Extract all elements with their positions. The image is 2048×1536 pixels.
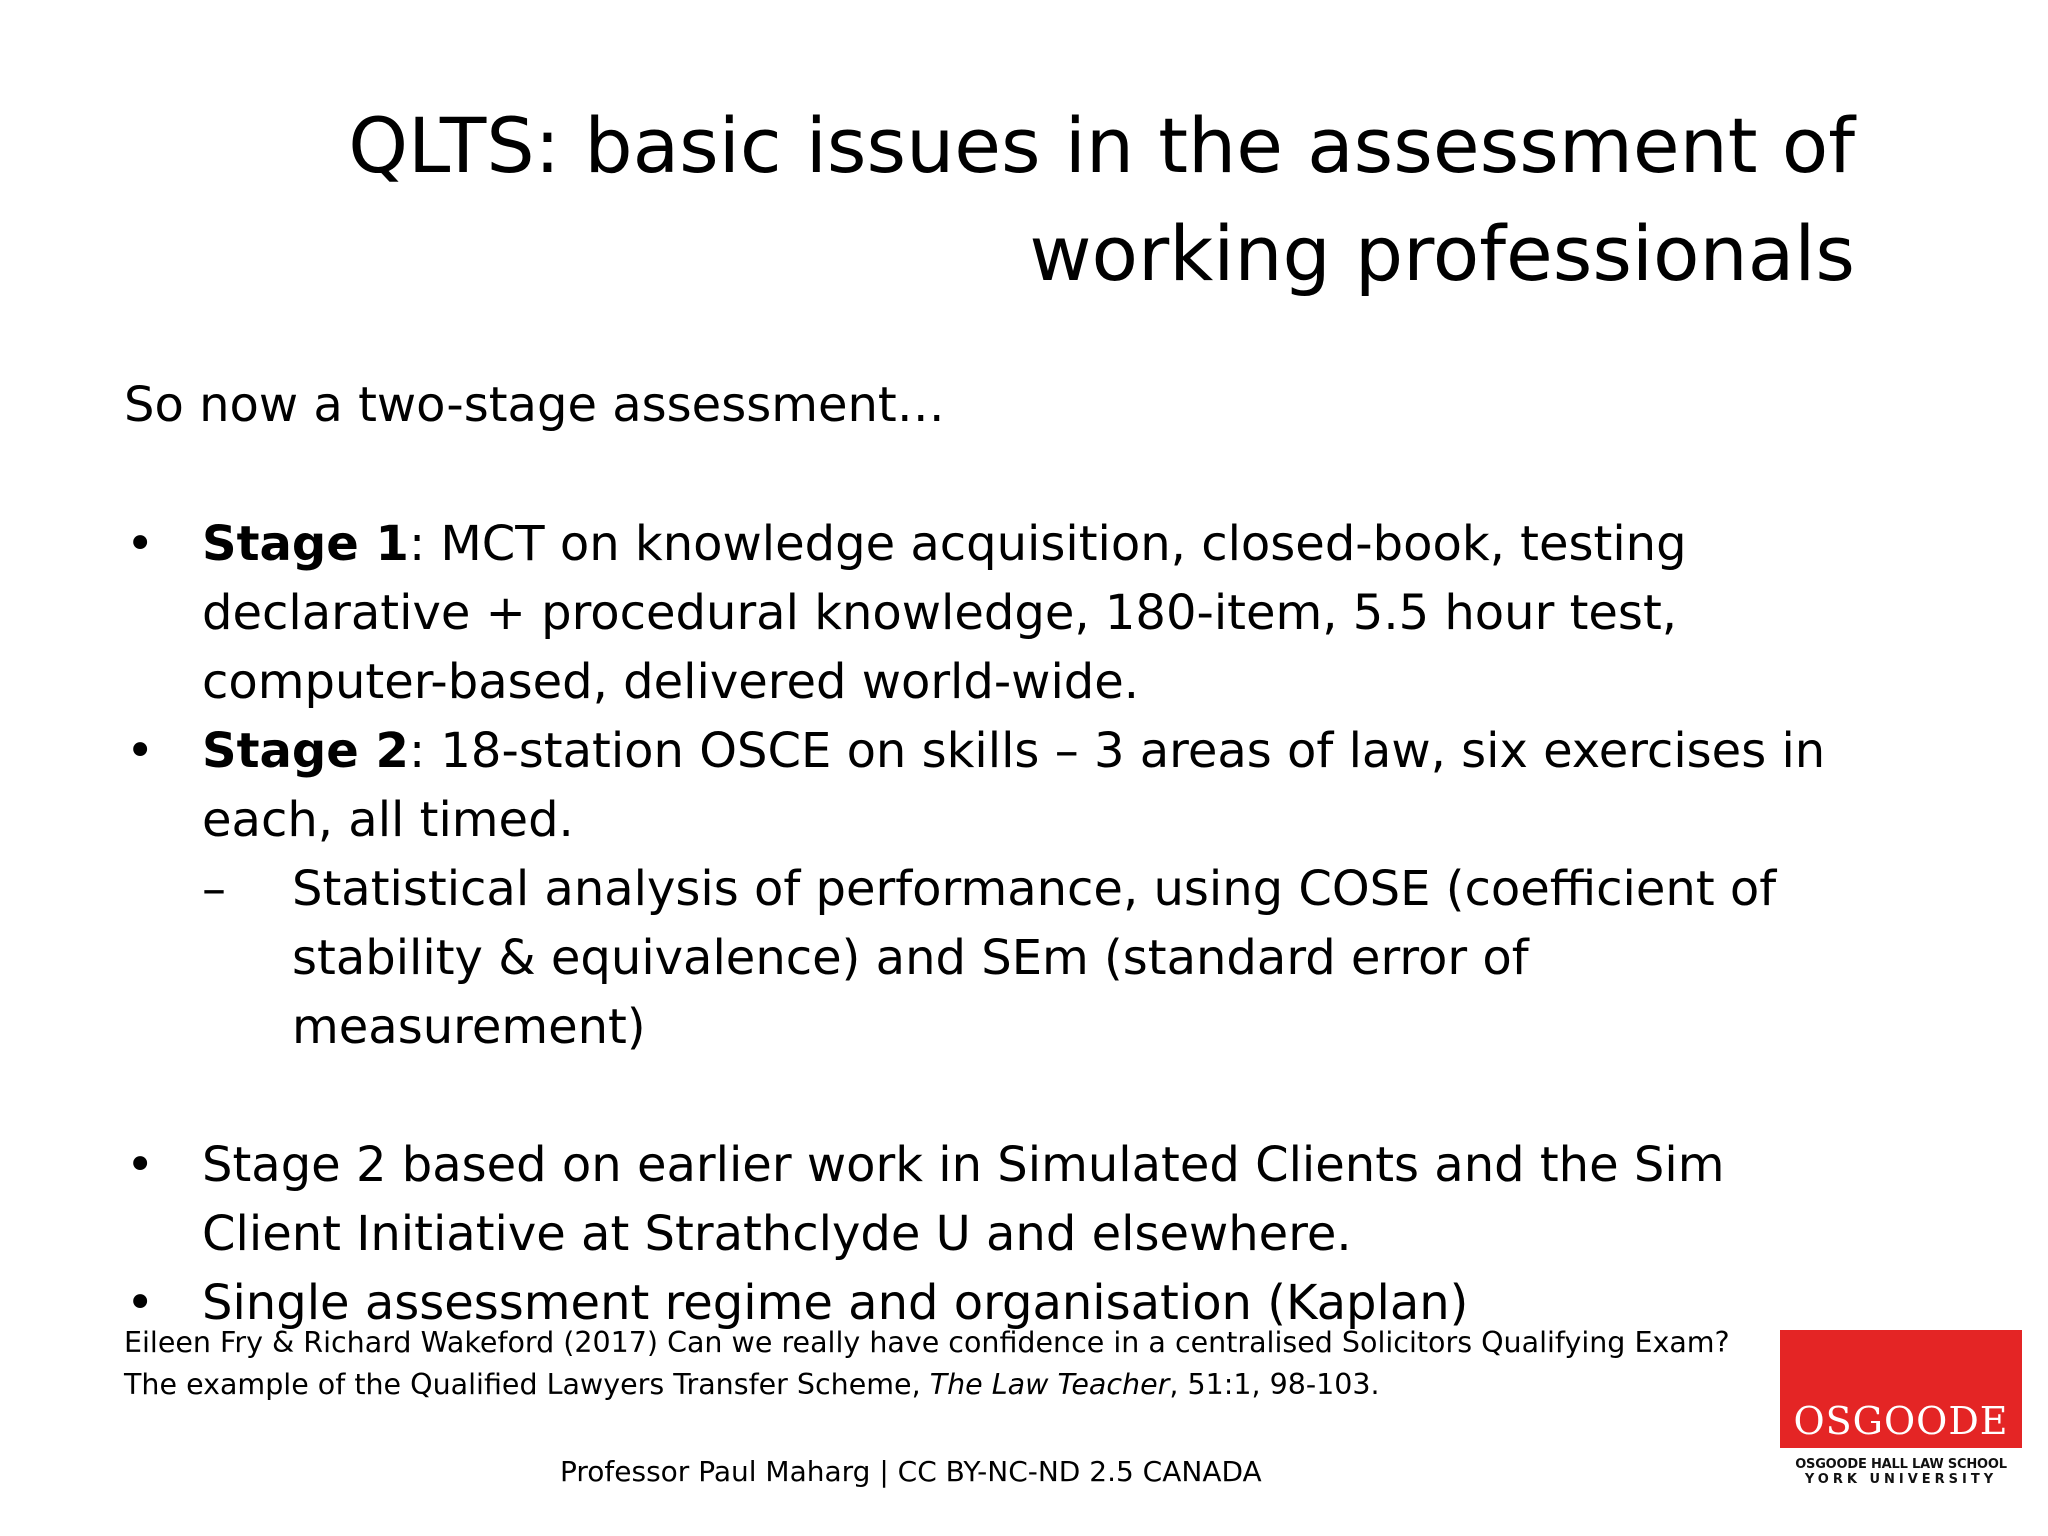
- citation: [124, 1322, 1764, 1406]
- dash-icon: –: [202, 861, 226, 917]
- intro-text: So now a two-stage assessment…: [124, 377, 945, 433]
- bullet-item-stage-1: [124, 510, 1864, 717]
- logo-wordmark: OSGOODE: [1793, 1399, 2009, 1443]
- bullet-icon: •: [126, 1275, 155, 1331]
- osgoode-logo: [1780, 1330, 2022, 1490]
- sub-bullet-text: Statistical analysis of performance, using COSE (coefficient of stability & equivalence) and SEm (standard error of measurement): [292, 861, 1777, 1055]
- slide-title-line-1: QLTS: basic issues in the assessment of: [348, 101, 1855, 190]
- bullet-icon: •: [126, 516, 155, 572]
- bullet-lead: Stage 1: [202, 516, 409, 572]
- citation-journal: The Law Teacher: [929, 1368, 1170, 1401]
- slide-title-line-2: working professionals: [1029, 209, 1855, 298]
- bullet-list: [124, 510, 1864, 1338]
- bullet-item-stage-2: [124, 717, 1864, 1062]
- bullet-text: Single assessment regime and organisation (Kaplan): [202, 1275, 1469, 1331]
- logo-university-name: YORK UNIVERSITY: [1804, 1472, 1998, 1487]
- bullet-text: Stage 2 based on earlier work in Simulated Clients and the Sim Client Initiative at Strathclyde U and elsewhere.: [202, 1137, 1725, 1262]
- bullet-icon: •: [126, 1137, 155, 1193]
- citation-details: , 51:1, 98-103.: [1169, 1368, 1380, 1401]
- bullet-text: : 18-station OSCE on skills – 3 areas of law, six exercises in each, all timed.: [202, 723, 1826, 848]
- footer-credit: Professor Paul Maharg | CC BY-NC-ND 2.5 CANADA: [560, 1455, 1262, 1488]
- slide-title: [155, 92, 1855, 308]
- bullet-lead: Stage 2: [202, 723, 409, 779]
- sub-bullet-statistics: [202, 855, 1864, 1062]
- bullet-text: : MCT on knowledge acquisition, closed-book, testing declarative + procedural knowledge, 180-item, 5.5 hour test, computer-based, delivered world-wide.: [202, 516, 1687, 710]
- citation-text: Eileen Fry & Richard Wakeford (2017) Can we really have confidence in a centralised Solicitors Qualifying Exam? The example of the Qualified Lawyers Transfer Scheme,: [124, 1326, 1730, 1401]
- bullet-item-sim-clients: [124, 1131, 1864, 1269]
- bullet-icon: •: [126, 723, 155, 779]
- logo-red-block: [1780, 1330, 2022, 1448]
- logo-school-name: OSGOODE HALL LAW SCHOOL: [1795, 1457, 2007, 1472]
